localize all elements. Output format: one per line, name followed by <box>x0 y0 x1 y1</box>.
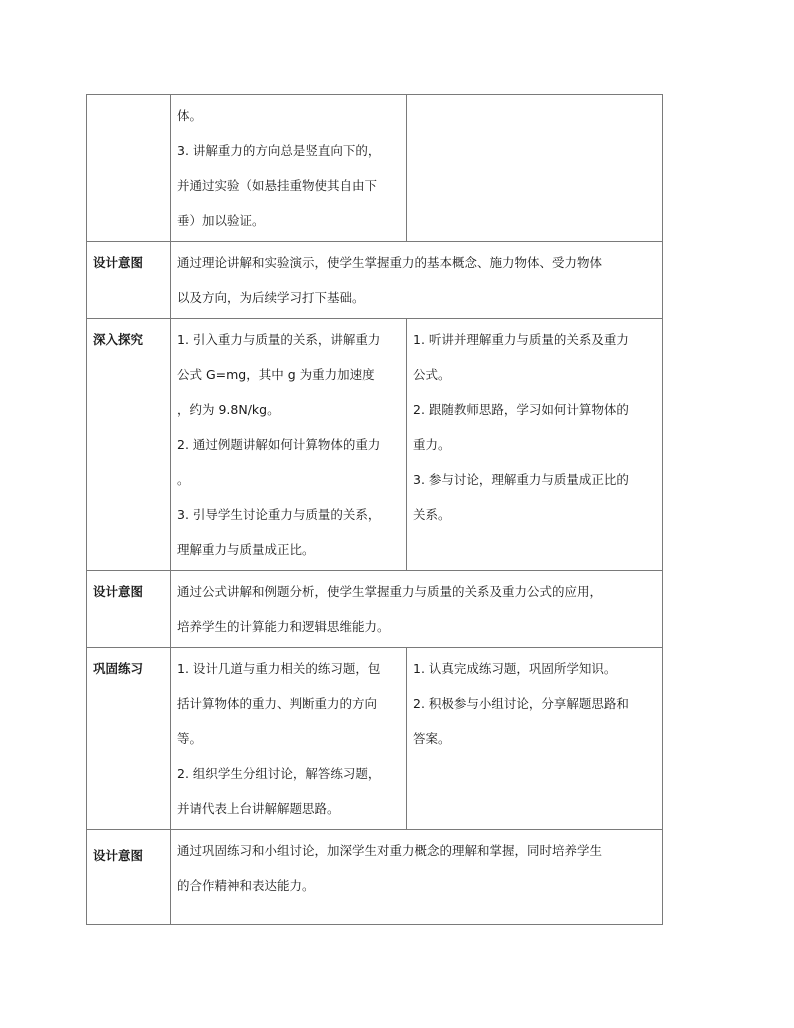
row-label <box>87 95 171 242</box>
row-label: 深入探究 <box>87 319 171 571</box>
text-line: 3. 引导学生讨论重力与质量的关系， <box>177 507 381 522</box>
text-line: 答案。 <box>413 731 451 746</box>
text-line: 1. 听讲并理解重力与质量的关系及重力 <box>413 332 629 347</box>
text-line: 并通过实验（如悬挂重物使其自由下 <box>177 178 378 193</box>
text-line: 1. 认真完成练习题，巩固所学知识。 <box>413 661 617 676</box>
design-intent-cell <box>171 242 663 319</box>
text-line: 以及方向，为后续学习打下基础。 <box>177 290 365 305</box>
text-line: 2. 积极参与小组讨论，分享解题思路和 <box>413 696 629 711</box>
teacher-activity-cell <box>171 319 407 571</box>
text-line: 1. 引入重力与质量的关系，讲解重力 <box>177 332 381 347</box>
teacher-activity-cell <box>171 648 407 830</box>
text-line: 关系。 <box>413 507 451 522</box>
text-line: 垂）加以验证。 <box>177 213 265 228</box>
lesson-plan-table <box>86 94 663 925</box>
text-line: 通过理论讲解和实验演示，使学生掌握重力的基本概念、施力物体、受力物体 <box>177 255 603 270</box>
text-line: ，约为 9.8N/kg。 <box>177 402 280 417</box>
student-activity-cell <box>407 95 663 242</box>
text-line: 重力。 <box>413 437 451 452</box>
text-line: 1. 设计几道与重力相关的练习题，包 <box>177 661 381 676</box>
table-row <box>87 571 663 648</box>
text-line: 2. 通过例题讲解如何计算物体的重力 <box>177 437 381 452</box>
text-line: 通过公式讲解和例题分析，使学生掌握重力与质量的关系及重力公式的应用， <box>177 584 603 599</box>
text-line: 并请代表上台讲解解题思路。 <box>177 801 340 816</box>
table-row <box>87 830 663 925</box>
text-line: 通过巩固练习和小组讨论，加深学生对重力概念的理解和掌握，同时培养学生 <box>177 843 603 858</box>
text-line: 公式 G=mg，其中 g 为重力加速度 <box>177 367 375 382</box>
text-line: 。 <box>177 472 190 487</box>
text-line: 理解重力与质量成正比。 <box>177 542 315 557</box>
text-line: 括计算物体的重力、判断重力的方向 <box>177 696 378 711</box>
row-label: 巩固练习 <box>87 648 171 830</box>
teacher-activity-cell <box>171 95 407 242</box>
text-line: 体。 <box>177 108 203 123</box>
text-line: 的合作精神和表达能力。 <box>177 878 315 893</box>
table-row <box>87 242 663 319</box>
table-row <box>87 95 663 242</box>
design-intent-cell <box>171 571 663 648</box>
text-line: 2. 组织学生分组讨论，解答练习题， <box>177 766 381 781</box>
table-row <box>87 648 663 830</box>
student-activity-cell <box>407 319 663 571</box>
text-line: 3. 讲解重力的方向总是竖直向下的， <box>177 143 381 158</box>
text-line: 等。 <box>177 731 203 746</box>
text-line: 3. 参与讨论，理解重力与质量成正比的 <box>413 472 629 487</box>
row-label: 设计意图 <box>87 571 171 648</box>
row-label: 设计意图 <box>87 242 171 319</box>
student-activity-cell <box>407 648 663 830</box>
row-label: 设计意图 <box>87 830 171 925</box>
design-intent-cell <box>171 830 663 925</box>
text-line: 培养学生的计算能力和逻辑思维能力。 <box>177 619 390 634</box>
text-line: 公式。 <box>413 367 451 382</box>
table-row <box>87 319 663 571</box>
text-line: 2. 跟随教师思路，学习如何计算物体的 <box>413 402 629 417</box>
